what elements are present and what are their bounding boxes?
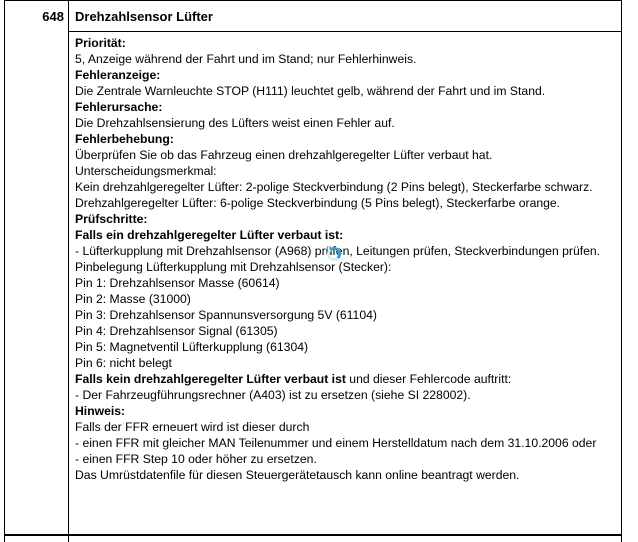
table-border-left	[4, 0, 5, 542]
fehlerbehebung-line3: Kein drehzahlgeregelter Lüfter: 2-polige Steckverbindung (2 Pins belegt), Steckerfarbe schwarz.	[75, 180, 593, 194]
case2-heading-bold: Falls kein drehzahlgeregelter Lüfter verbaut ist	[75, 372, 346, 386]
case2-heading-rest: und dieser Fehlercode auftritt:	[345, 372, 512, 386]
hinweis-line2: - einen FFR mit gleicher MAN Teilenummer und einem Herstelldatum nach dem 31.10.2006 oder	[75, 436, 597, 450]
section-heading-fehleranzeige: Fehleranzeige:	[75, 68, 161, 82]
fehlerbehebung-line2: Unterscheidungsmerkmal:	[75, 164, 217, 178]
error-code: 648	[42, 9, 64, 24]
section-heading-prioritaet: Priorität:	[75, 36, 126, 50]
case2-heading	[75, 371, 611, 387]
case1-step: - Lüfterkupplung mit Drehzahlsensor (A968) prüfen, Leitungen prüfen, Steckverbindungen prüfen.	[75, 244, 601, 258]
entry-body	[75, 35, 611, 483]
fehlerursache-text: Die Drehzahlsensierung des Lüfters weist einen Fehler auf.	[75, 116, 395, 130]
section-heading-fehlerbehebung: Fehlerbehebung:	[75, 132, 174, 146]
prioritaet-text: 5, Anzeige während der Fahrt und im Stand; nur Fehlerhinweis.	[75, 52, 417, 66]
table-border-right	[621, 0, 622, 542]
pin-item: Pin 5: Magnetventil Lüfterkupplung (61304)	[75, 340, 309, 354]
hinweis-line4: Das Umrüstdatenfile für diesen Steuergerätetausch kann online beantragt werden.	[75, 468, 520, 482]
pin-item: Pin 1: Drehzahlsensor Masse (60614)	[75, 276, 280, 290]
header-row-divider	[68, 31, 622, 32]
loading-spinner-icon	[327, 247, 341, 261]
pin-item: Pin 3: Drehzahlsensor Spannunsversorgung 5V (61104)	[75, 308, 377, 322]
table-border-bottom	[4, 534, 622, 536]
case2-step: - Der Fahrzeugführungsrechner (A403) ist zu ersetzen (siehe SI 228002).	[75, 388, 471, 402]
pinout-heading: Pinbelegung Lüfterkupplung mit Drehzahlsensor (Stecker):	[75, 260, 392, 274]
entry-title: Drehzahlsensor Lüfter	[75, 9, 213, 24]
hinweis-line1: Falls der FFR erneuert wird ist dieser durch	[75, 420, 310, 434]
pin-item: Pin 2: Masse (31000)	[75, 292, 191, 306]
fehleranzeige-text: Die Zentrale Warnleuchte STOP (H111) leuchtet gelb, während der Fahrt und im Stand.	[75, 84, 546, 98]
pin-item: Pin 4: Drehzahlsensor Signal (61305)	[75, 324, 278, 338]
fehlerbehebung-line1: Überprüfen Sie ob das Fahrzeug einen drehzahlgeregelter Lüfter verbaut hat.	[75, 148, 493, 162]
table-border-top	[4, 0, 622, 1]
case1-heading: Falls ein drehzahlgeregelter Lüfter verbaut ist:	[75, 228, 344, 242]
fehlerbehebung-line4: Drehzahlgeregelter Lüfter: 6-polige Steckverbindung (5 Pins belegt), Steckerfarbe orange.	[75, 196, 561, 210]
section-heading-fehlerursache: Fehlerursache:	[75, 100, 163, 114]
section-heading-pruefschritte: Prüfschritte:	[75, 212, 148, 226]
table-column-divider	[68, 0, 69, 542]
section-heading-hinweis: Hinweis:	[75, 404, 126, 418]
hinweis-line3: - einen FFR Step 10 oder höher zu ersetzen.	[75, 452, 317, 466]
pin-item: Pin 6: nicht belegt	[75, 356, 172, 370]
